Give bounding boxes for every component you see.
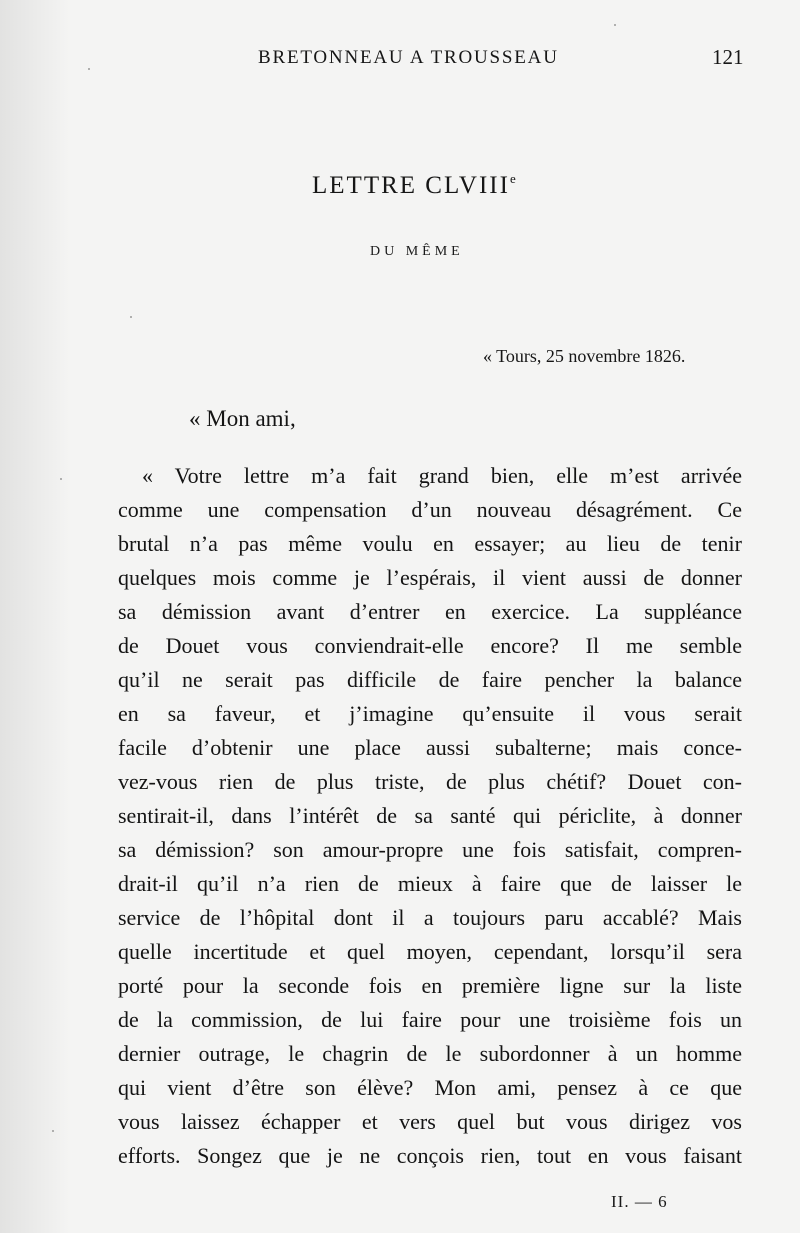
- letter-body: [118, 459, 742, 1173]
- body-line: sa démission? son amour-propre une fois satisfait, compren-: [118, 837, 742, 862]
- paper-speck: [130, 316, 132, 318]
- body-line: dernier outrage, le chagrin de le subordonner à un homme: [118, 1041, 742, 1066]
- letter-author: DU MÊME: [370, 244, 464, 259]
- body-line: quelle incertitude et quel moyen, cependant, lorsqu’il sera: [118, 939, 742, 964]
- letter-place-date: « Tours, 25 novembre 1826.: [483, 346, 686, 366]
- paper-speck: [88, 68, 90, 70]
- body-line: facile d’obtenir une place aussi subalterne; mais conce-: [118, 735, 742, 760]
- body-line: porté pour la seconde fois en première ligne sur la liste: [118, 973, 742, 998]
- body-line: qu’il ne serait pas difficile de faire pencher la balance: [118, 667, 742, 692]
- body-line: qui vient d’être son élève? Mon ami, pensez à ce que: [118, 1075, 742, 1100]
- body-line: en sa faveur, et j’imagine qu’ensuite il vous serait: [118, 701, 742, 726]
- body-line: efforts. Songez que je ne conçois rien, tout en vous faisant: [118, 1143, 742, 1168]
- body-line: sentirait-il, dans l’intérêt de sa santé qui périclite, à donner: [118, 803, 742, 828]
- body-line: service de l’hôpital dont il a toujours paru accablé? Mais: [118, 905, 742, 930]
- body-line: « Votre lettre m’a fait grand bien, elle m’est arrivée: [142, 463, 742, 488]
- letter-title-superscript: e: [509, 171, 518, 186]
- body-line: brutal n’a pas même voulu en essayer; au lieu de tenir: [118, 531, 742, 556]
- body-line: de Douet vous conviendrait-elle encore? Il me semble: [118, 633, 742, 658]
- body-line: de la commission, de lui faire pour une troisième fois un: [118, 1007, 742, 1032]
- printer-signature-mark: II. — 6: [611, 1192, 668, 1211]
- page-number: 121: [712, 45, 744, 69]
- body-line: vez-vous rien de plus triste, de plus chétif? Douet con-: [118, 769, 742, 794]
- body-line: vous laissez échapper et vers quel but vous dirigez vos: [118, 1109, 742, 1134]
- page-gutter-shadow: [0, 0, 70, 1233]
- letter-salutation: « Mon ami,: [189, 406, 296, 431]
- body-line: sa démission avant d’entrer en exercice. La suppléance: [118, 599, 742, 624]
- body-line: quelques mois comme je l’espérais, il vient aussi de donner: [118, 565, 742, 590]
- body-line: comme une compensation d’un nouveau désagrément. Ce: [118, 497, 742, 522]
- paper-speck: [614, 24, 616, 26]
- letter-title-text: LETTRE CLVIII: [312, 172, 510, 199]
- letter-title: [312, 172, 518, 200]
- body-line: drait-il qu’il n’a rien de mieux à faire que de laisser le: [118, 871, 742, 896]
- running-title: BRETONNEAU A TROUSSEAU: [258, 47, 559, 68]
